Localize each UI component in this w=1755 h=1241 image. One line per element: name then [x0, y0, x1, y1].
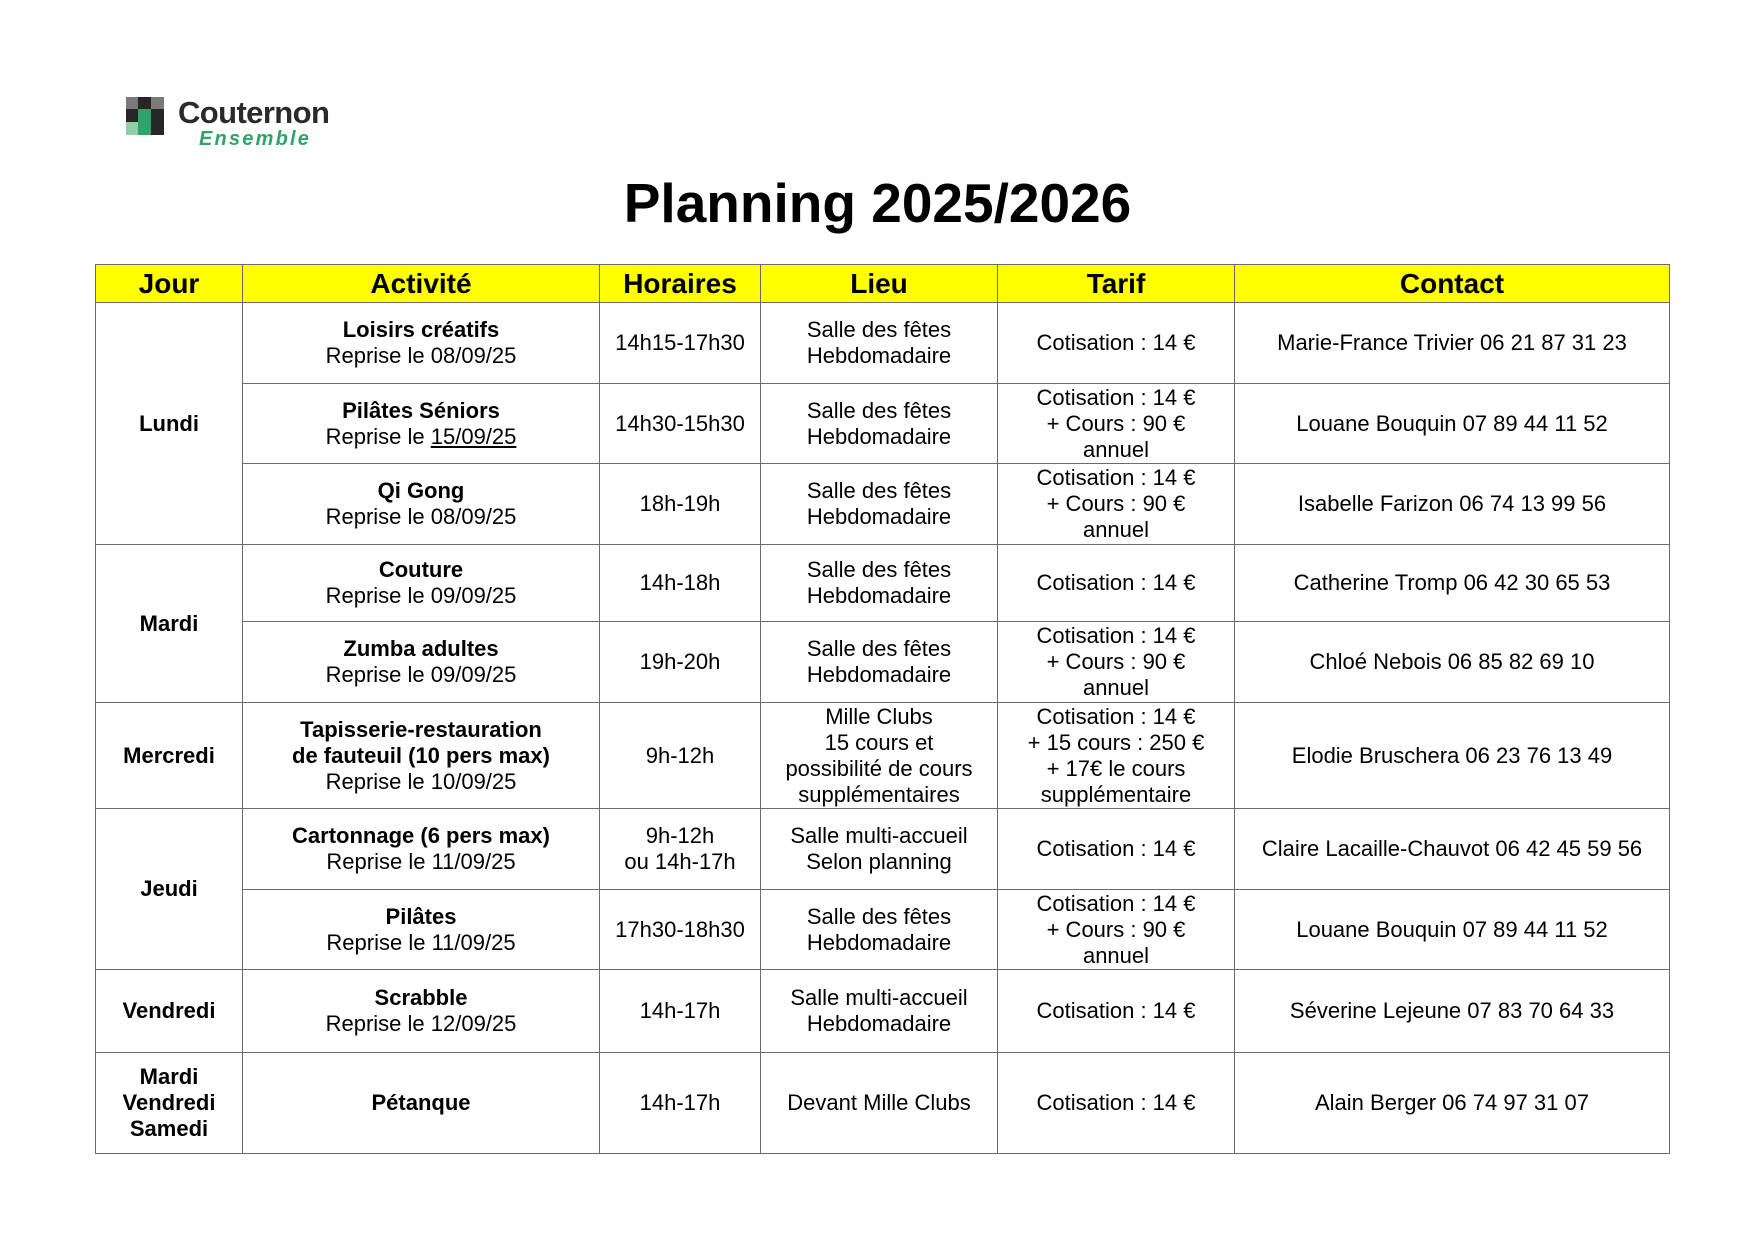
logo-subtitle: Ensemble: [199, 128, 312, 150]
tarif-cell: Cotisation : 14 €: [998, 303, 1235, 384]
horaires-cell: 14h30-15h30: [600, 384, 761, 464]
lieu-cell: Devant Mille Clubs: [761, 1053, 998, 1154]
day-label: Vendredi: [122, 1090, 216, 1115]
tarif-cell: Cotisation : 14 € + Cours : 90 € annuel: [998, 622, 1235, 703]
tarif-cell: Cotisation : 14 €: [998, 970, 1235, 1053]
activity-cell: [243, 809, 600, 890]
tarif-cell: Cotisation : 14 € + Cours : 90 € annuel: [998, 384, 1235, 464]
day-cell: [96, 809, 243, 970]
table-row: [96, 464, 1670, 545]
lieu-cell: Salle des fêtes Hebdomadaire: [761, 622, 998, 703]
table-header-row: [96, 265, 1670, 303]
day-label: Vendredi: [122, 998, 216, 1023]
header-jour: Jour: [96, 265, 243, 303]
table-row: [96, 303, 1670, 384]
contact-cell: Louane Bouquin 07 89 44 11 52: [1235, 384, 1670, 464]
lieu-cell: Salle des fêtes Hebdomadaire: [761, 890, 998, 970]
table-row: [96, 1053, 1670, 1154]
tarif-cell: Cotisation : 14 € + 15 cours : 250 € + 17€ le cours supplémentaire: [998, 703, 1235, 809]
table-row: [96, 384, 1670, 464]
logo-mark-icon: [126, 97, 164, 135]
table-row: [96, 545, 1670, 622]
reprise-text: Reprise le 09/09/25: [325, 662, 517, 687]
tarif-cell: Cotisation : 14 €: [998, 809, 1235, 890]
activity-name-line2: de fauteuil (10 pers max): [292, 742, 550, 768]
reprise-text: Reprise le 08/09/25: [325, 343, 517, 368]
day-label: Lundi: [139, 410, 199, 436]
header-contact: Contact: [1235, 265, 1670, 303]
table-row: [96, 809, 1670, 890]
activity-name: Pilâtes Séniors: [342, 397, 500, 423]
reprise-text: Reprise le 10/09/25: [325, 768, 517, 794]
contact-cell: Alain Berger 06 74 97 31 07: [1235, 1053, 1670, 1154]
day-cell: [96, 970, 243, 1053]
horaires-cell: 18h-19h: [600, 464, 761, 545]
horaires-cell: 14h15-17h30: [600, 303, 761, 384]
contact-cell: Isabelle Farizon 06 74 13 99 56: [1235, 464, 1670, 545]
lieu-cell: Salle multi-accueil Selon planning: [761, 809, 998, 890]
table-row: [96, 970, 1670, 1053]
activity-name: Zumba adultes: [343, 636, 499, 661]
day-label: Samedi: [129, 1116, 209, 1141]
activity-name: Pilâtes: [385, 903, 457, 929]
horaires-cell: 9h-12h: [600, 703, 761, 809]
horaires-cell: 17h30-18h30: [600, 890, 761, 970]
planning-table: [95, 264, 1670, 1154]
lieu-cell: Salle des fêtes Hebdomadaire: [761, 545, 998, 622]
table-row: [96, 703, 1670, 809]
reprise-text: Reprise le 12/09/25: [325, 1011, 517, 1036]
activity-cell: [243, 303, 600, 384]
contact-cell: Louane Bouquin 07 89 44 11 52: [1235, 890, 1670, 970]
header-lieu: Lieu: [761, 265, 998, 303]
activity-cell: [243, 622, 600, 703]
horaires-cell: 19h-20h: [600, 622, 761, 703]
header-activite: Activité: [243, 265, 600, 303]
table-row: [96, 622, 1670, 703]
lieu-cell: Salle multi-accueil Hebdomadaire: [761, 970, 998, 1053]
lieu-cell: Salle des fêtes Hebdomadaire: [761, 303, 998, 384]
activity-name: Tapisserie-restauration: [300, 716, 542, 742]
tarif-cell: Cotisation : 14 €: [998, 545, 1235, 622]
tarif-cell: Cotisation : 14 €: [998, 1053, 1235, 1154]
activity-name: Couture: [378, 557, 464, 582]
header-horaires: Horaires: [600, 265, 761, 303]
tarif-cell: Cotisation : 14 € + Cours : 90 € annuel: [998, 890, 1235, 970]
reprise-text: Reprise le 08/09/25: [325, 504, 517, 529]
day-label: Jeudi: [140, 876, 198, 901]
reprise-text: Reprise le 09/09/25: [325, 583, 517, 608]
table-row: [96, 890, 1670, 970]
reprise-text: Reprise le 11/09/25: [326, 929, 516, 955]
day-cell: [96, 1053, 243, 1154]
lieu-cell: Salle des fêtes Hebdomadaire: [761, 464, 998, 545]
logo-name: Couternon: [178, 95, 330, 130]
activity-cell: [243, 703, 600, 809]
contact-cell: Elodie Bruschera 06 23 76 13 49: [1235, 703, 1670, 809]
day-cell: [96, 303, 243, 545]
activity-name: Pétanque: [371, 1090, 471, 1115]
activity-name: Qi Gong: [377, 478, 465, 503]
day-cell: [96, 703, 243, 809]
day-cell: [96, 545, 243, 703]
header-tarif: Tarif: [998, 265, 1235, 303]
day-label: Mardi: [139, 610, 199, 636]
activity-cell: [243, 384, 600, 464]
horaires-cell: 9h-12h ou 14h-17h: [600, 809, 761, 890]
activity-name: Scrabble: [374, 985, 468, 1010]
day-label: Mercredi: [123, 742, 215, 768]
contact-cell: Catherine Tromp 06 42 30 65 53: [1235, 545, 1670, 622]
activity-cell: [243, 970, 600, 1053]
day-label: Mardi: [139, 1064, 199, 1089]
lieu-cell: Salle des fêtes Hebdomadaire: [761, 384, 998, 464]
tarif-cell: Cotisation : 14 € + Cours : 90 € annuel: [998, 464, 1235, 545]
activity-name: Cartonnage (6 pers max): [292, 823, 550, 848]
page-title: Planning 2025/2026: [623, 172, 1132, 234]
contact-cell: Marie-France Trivier 06 21 87 31 23: [1235, 303, 1670, 384]
reprise-text: Reprise le 11/09/25: [326, 849, 516, 874]
horaires-cell: 14h-17h: [600, 1053, 761, 1154]
activity-cell: [243, 464, 600, 545]
contact-cell: Séverine Lejeune 07 83 70 64 33: [1235, 970, 1670, 1053]
reprise-text: Reprise le 15/09/25: [325, 423, 517, 449]
activity-cell: [243, 890, 600, 970]
activity-name: Loisirs créatifs: [342, 317, 500, 342]
horaires-cell: 14h-18h: [600, 545, 761, 622]
activity-cell: [243, 1053, 600, 1154]
contact-cell: Claire Lacaille-Chauvot 06 42 45 59 56: [1235, 809, 1670, 890]
lieu-cell: Mille Clubs 15 cours et possibilité de cours supplémentaires: [761, 703, 998, 809]
activity-cell: [243, 545, 600, 622]
horaires-cell: 14h-17h: [600, 970, 761, 1053]
contact-cell: Chloé Nebois 06 85 82 69 10: [1235, 622, 1670, 703]
